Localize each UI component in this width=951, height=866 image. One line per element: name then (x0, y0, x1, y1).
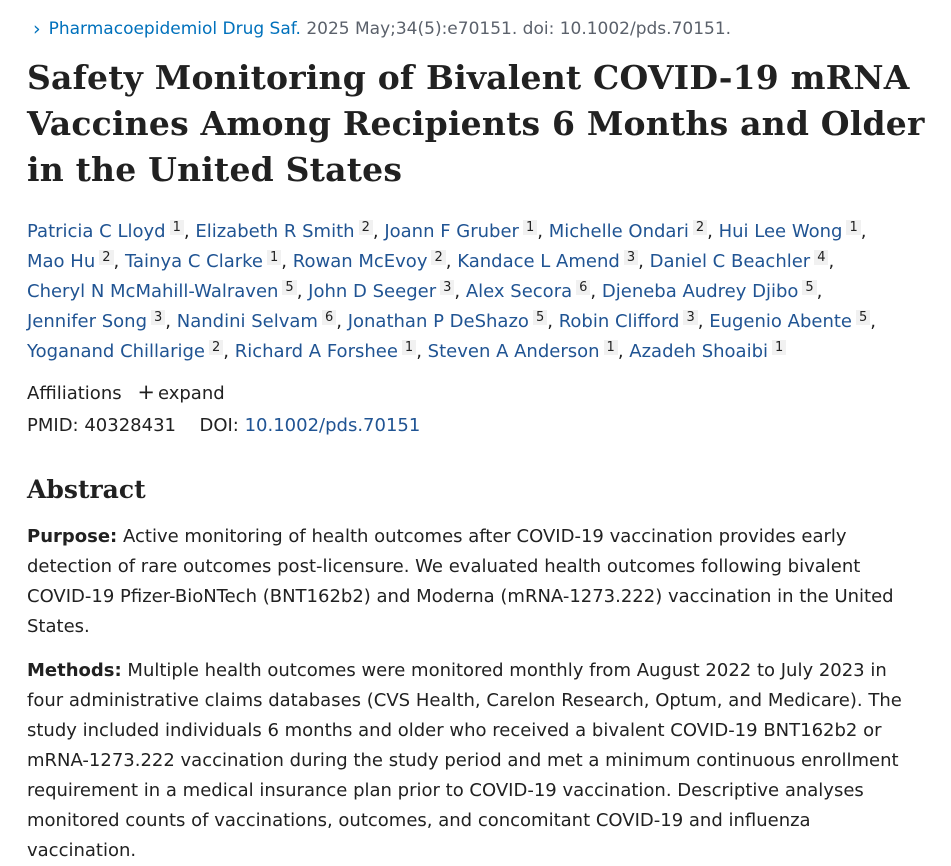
author-affiliation-number[interactable]: 5 (802, 280, 816, 295)
author-affiliation-number[interactable]: 1 (846, 220, 860, 235)
pmid-label: PMID: (27, 415, 79, 436)
doi-label: DOI: (199, 415, 239, 436)
author-item (549, 221, 713, 242)
affiliations-row (27, 378, 927, 408)
author-separator: , (547, 311, 553, 332)
author-affiliation-number[interactable]: 1 (402, 340, 416, 355)
author-affiliation-number[interactable]: 2 (693, 220, 707, 235)
author-separator: , (454, 281, 461, 302)
author-item (308, 281, 460, 302)
author-name-link[interactable]: Azadeh Shoaibi (629, 341, 769, 362)
author-item (125, 251, 287, 272)
author-name-link[interactable]: Alex Secora (465, 281, 573, 302)
author-item (27, 221, 190, 242)
citation-line (27, 14, 927, 43)
author-affiliation-number[interactable]: 1 (523, 220, 537, 235)
author-name-link[interactable]: Daniel C Beachler (649, 251, 811, 272)
author-item (466, 281, 596, 302)
author-item (195, 221, 378, 242)
author-separator: , (828, 251, 835, 272)
author-name-link[interactable]: Hui Lee Wong (718, 221, 843, 242)
author-name-link[interactable]: John D Seeger (308, 281, 437, 302)
author-separator: , (590, 281, 597, 302)
author-affiliation-number[interactable]: 6 (322, 310, 336, 325)
author-name-link[interactable]: Nandini Selvam (176, 311, 318, 332)
author-item (27, 311, 171, 332)
methods-label: Methods: (27, 660, 122, 681)
author-separator: , (165, 311, 172, 332)
author-item (27, 341, 229, 362)
author-affiliation-number[interactable]: 2 (359, 220, 373, 235)
author-separator: , (707, 221, 713, 242)
author-name-link[interactable]: Mao Hu (27, 251, 96, 272)
author-affiliation-number[interactable]: 2 (99, 250, 113, 265)
author-separator: , (372, 221, 379, 242)
author-name-link[interactable]: Jonathan P DeShazo (347, 311, 529, 332)
author-affiliation-number[interactable]: 3 (683, 310, 697, 325)
author-affiliation-number[interactable]: 3 (151, 310, 165, 325)
author-name-link[interactable]: Steven A Anderson (427, 341, 600, 362)
author-separator: , (281, 251, 288, 272)
author-separator: , (296, 281, 303, 302)
author-name-link[interactable]: Rowan McEvoy (292, 251, 428, 272)
author-affiliation-number[interactable]: 2 (431, 250, 445, 265)
author-affiliation-number[interactable]: 5 (856, 310, 870, 325)
author-name-link[interactable]: Tainya C Clarke (125, 251, 264, 272)
purpose-label: Purpose: (27, 526, 118, 547)
author-affiliation-number[interactable]: 5 (533, 310, 547, 325)
author-item (629, 341, 786, 362)
author-name-link[interactable]: Robin Clifford (558, 311, 680, 332)
plus-icon: + (137, 380, 155, 404)
author-item (650, 251, 835, 272)
author-separator: , (870, 311, 876, 332)
author-separator: , (537, 221, 543, 242)
author-item (177, 311, 342, 332)
pmid-value: 40328431 (84, 415, 176, 436)
author-separator: , (860, 221, 867, 242)
author-name-link[interactable]: Patricia C Lloyd (27, 221, 166, 242)
chevron-right-icon: › (33, 18, 41, 40)
author-item (709, 311, 876, 332)
identifiers-row (27, 412, 927, 440)
author-name-link[interactable]: Richard A Forshee (234, 341, 398, 362)
abstract-heading: Abstract (27, 475, 146, 504)
author-separator: , (113, 251, 120, 272)
article-title: Safety Monitoring of Bivalent COVID-19 mRNA Vaccines Among Recipients 6 Months and Older in the United States (27, 58, 925, 189)
author-separator: , (445, 251, 452, 272)
author-item (602, 281, 823, 302)
author-item (27, 281, 302, 302)
author-affiliation-number[interactable]: 1 (267, 250, 281, 265)
author-item (384, 221, 543, 242)
purpose-text: Active monitoring of health outcomes after COVID-19 vaccination provides early detection of rare outcomes post-licensure. We evaluated health outcomes following bivalent COVID-19 Pfizer-BioNTech (BNT162b2) and Moderna (mRNA-1273.222) vaccination in the United States. (27, 526, 894, 637)
author-item (428, 341, 624, 362)
author-affiliation-number[interactable]: 1 (772, 340, 786, 355)
author-affiliation-number[interactable]: 2 (209, 340, 223, 355)
author-affiliation-number[interactable]: 6 (576, 280, 590, 295)
author-affiliation-number[interactable]: 1 (604, 340, 618, 355)
author-item (235, 341, 422, 362)
author-name-link[interactable]: Cheryl N McMahill-Walraven (27, 281, 279, 302)
author-item (457, 251, 644, 272)
author-name-link[interactable]: Djeneba Audrey Djibo (601, 281, 799, 302)
expand-label: expand (157, 383, 225, 404)
author-affiliation-number[interactable]: 1 (170, 220, 184, 235)
author-name-link[interactable]: Elizabeth R Smith (195, 221, 355, 242)
author-name-link[interactable]: Kandace L Amend (457, 251, 620, 272)
abstract-purpose (27, 522, 917, 642)
author-name-link[interactable]: Joann F Gruber (384, 221, 519, 242)
author-separator: , (617, 341, 624, 362)
journal-link[interactable]: Pharmacoepidemiol Drug Saf. (48, 19, 301, 39)
author-separator: , (416, 341, 422, 362)
abstract-methods (27, 656, 917, 866)
author-item (348, 311, 553, 332)
doi-link[interactable]: 10.1002/pds.70151 (244, 415, 421, 436)
affiliations-label: Affiliations (27, 383, 122, 404)
author-name-link[interactable]: Jennifer Song (27, 311, 148, 332)
author-affiliation-number[interactable]: 3 (440, 280, 454, 295)
author-item (559, 311, 704, 332)
author-separator: , (336, 311, 342, 332)
author-separator: , (816, 281, 823, 302)
author-name-link[interactable]: Yoganand Chillarige (27, 341, 205, 362)
author-item (293, 251, 452, 272)
author-separator: , (183, 221, 190, 242)
author-list (27, 217, 897, 367)
author-affiliation-number[interactable]: 3 (624, 250, 638, 265)
author-name-link[interactable]: Eugenio Abente (709, 311, 852, 332)
affiliations-expand-toggle[interactable] (127, 380, 225, 404)
author-affiliation-number[interactable]: 5 (282, 280, 296, 295)
author-item (719, 221, 867, 242)
author-separator: , (697, 311, 704, 332)
author-separator: , (638, 251, 644, 272)
author-name-link[interactable]: Michelle Ondari (548, 221, 689, 242)
author-item (27, 251, 119, 272)
author-separator: , (223, 341, 229, 362)
author-affiliation-number[interactable]: 4 (814, 250, 828, 265)
methods-text: Multiple health outcomes were monitored monthly from August 2022 to July 2023 in four administrative claims databases (CVS Health, Carelon Research, Optum, and Medicare). The study included individuals 6 months and older who received a bivalent COVID-19 BNT162b2 or mRNA-1273.222 vaccination during the study period and met a minimum continuous enrollment requirement in a medical insurance plan prior to COVID-19 vaccination. Descriptive analyses monitored counts of vaccinations, outcomes, and concomitant COVID-19 and influenza vaccination. (27, 660, 902, 861)
citation-details: 2025 May;34(5):e70151. doi: 10.1002/pds.70151. (300, 19, 732, 39)
